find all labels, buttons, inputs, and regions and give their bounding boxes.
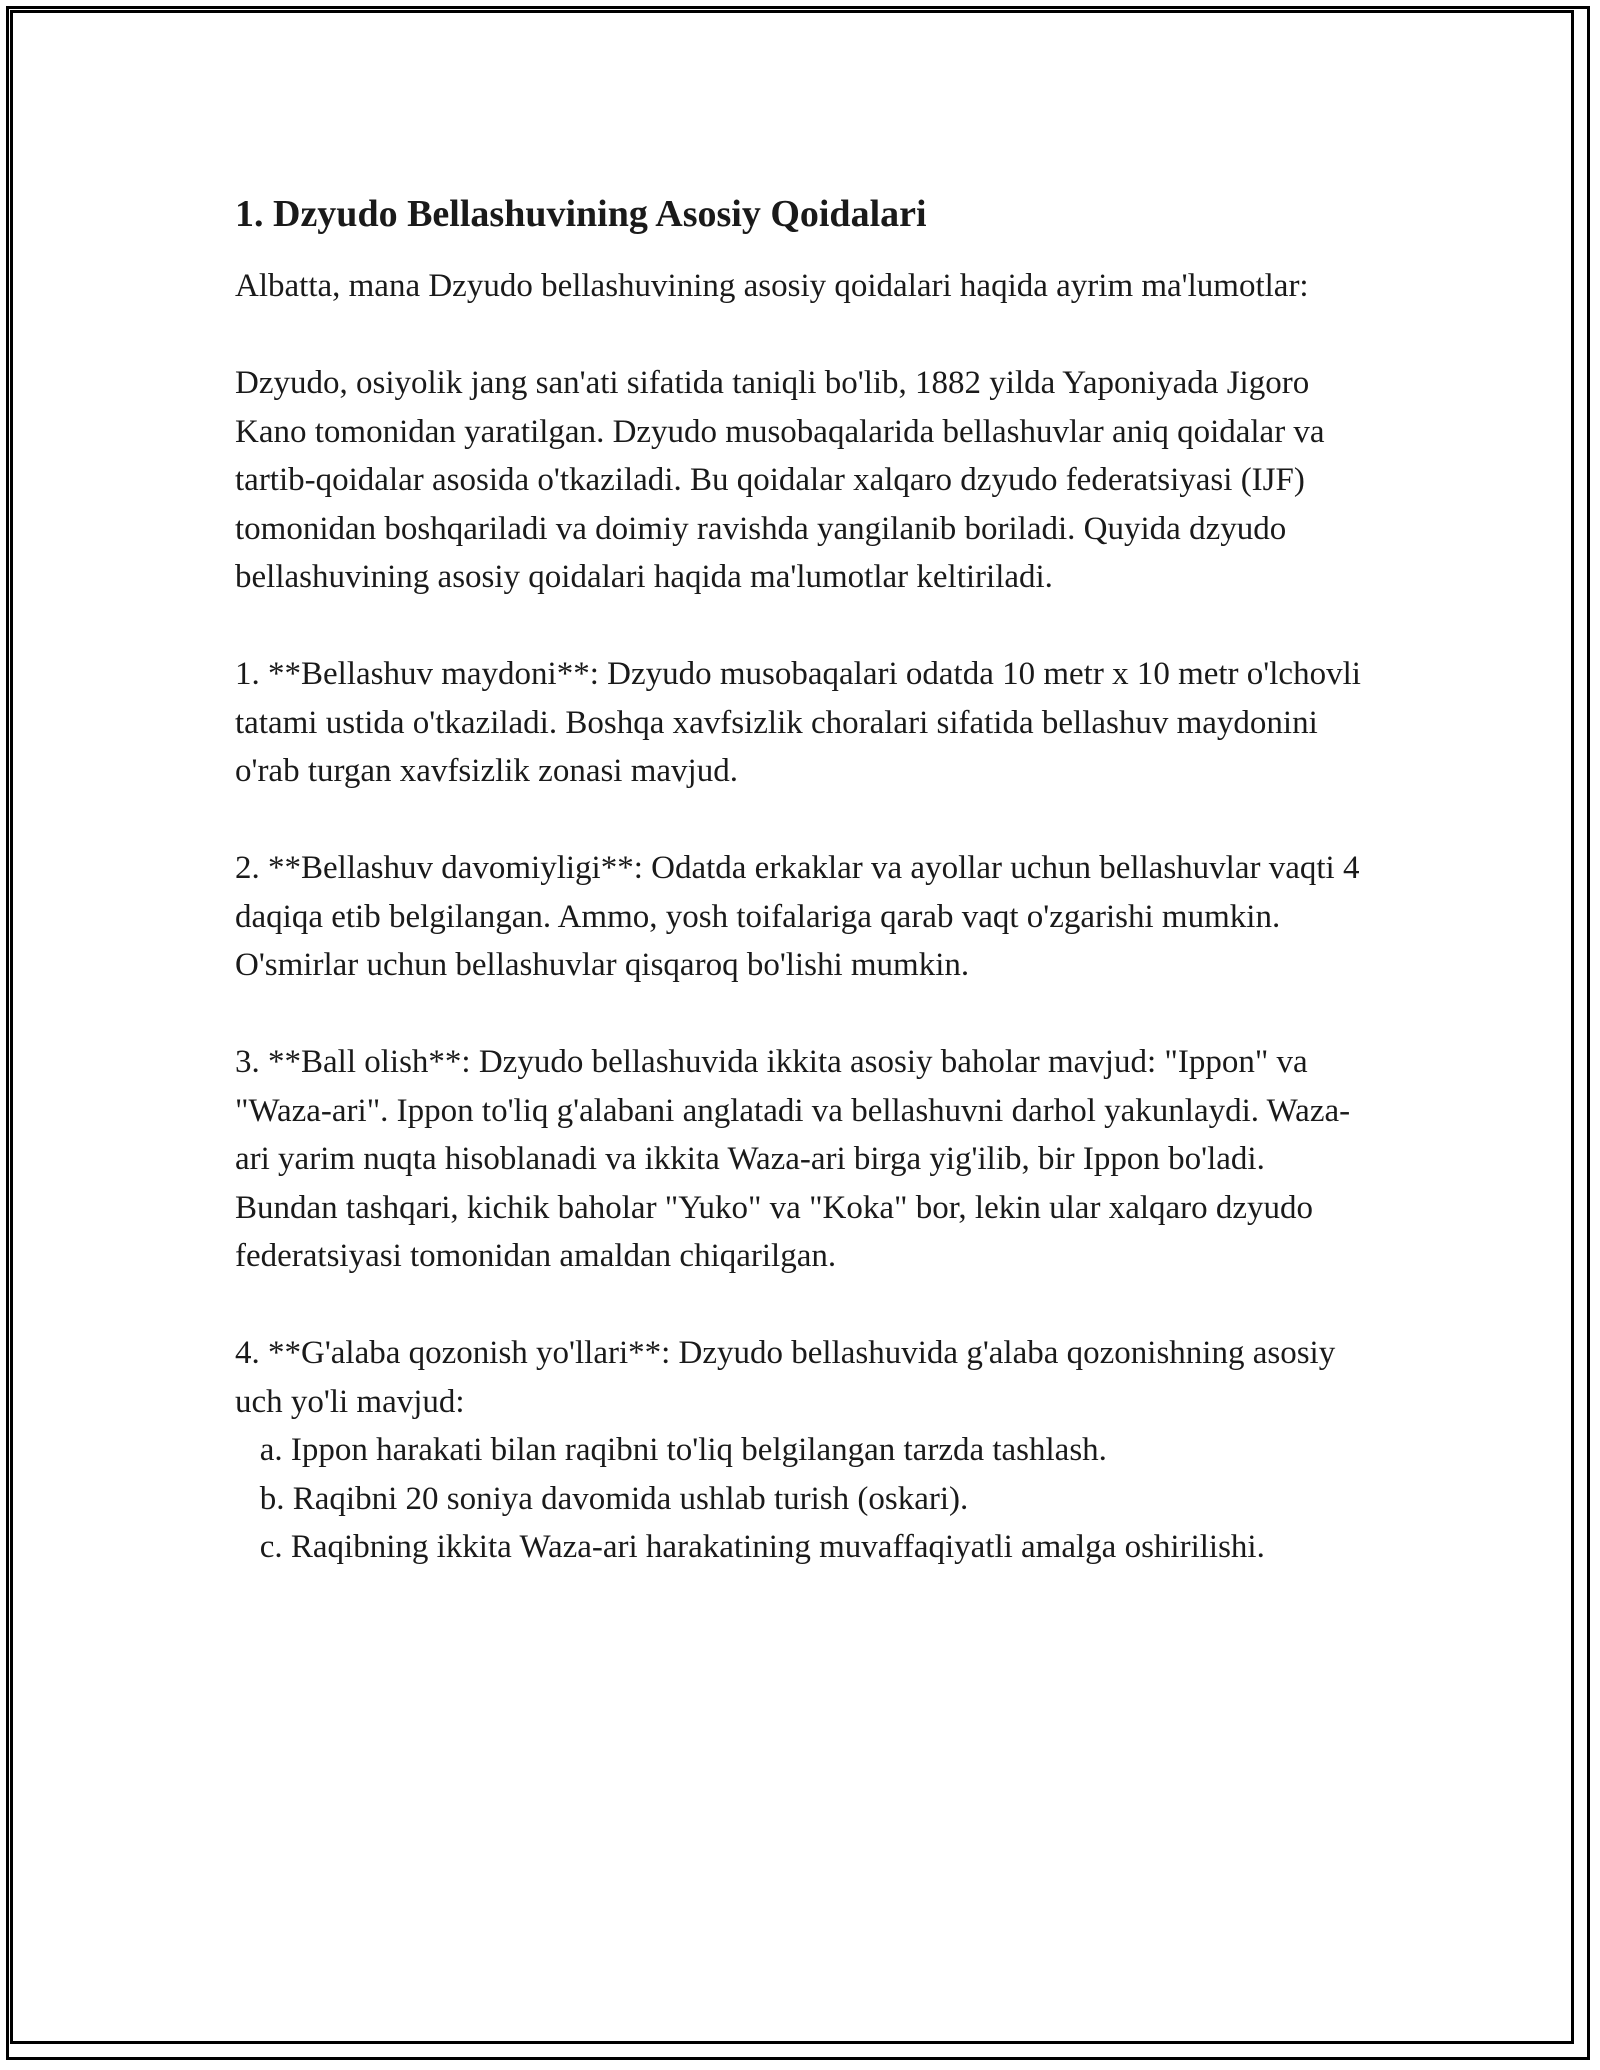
rule-4-intro: 4. **G'alaba qozonish yo'llari**: Dzyudo bellashuvida g'alaba qozonishning asosiy uch yo'li mavjud: (235, 1335, 1336, 1420)
rule-4-paragraph (235, 1329, 1375, 1572)
paragraph-gap (235, 602, 1375, 651)
document-body (235, 188, 1375, 1572)
paragraph-gap (235, 1281, 1375, 1330)
paragraph-gap (235, 990, 1375, 1039)
sub-item-b: b. Raqibni 20 soniya davomida ushlab turish (oskari). (259, 1480, 969, 1517)
sub-item-c: c. Raqibning ikkita Waza-ari harakatining muvaffaqiyatli amalga oshirilishi. (259, 1529, 1265, 1565)
rule-2-paragraph: 2. **Bellashuv davomiyligi**: Odatda erkaklar va ayollar uchun bellashuvlar vaqti 4 daqiqa etib belgilangan. Ammo, yosh toifalariga qarab vaqt o'zgarishi mumkin. O'smirlar uchun bellashuvlar qisqaroq bo'lishi mumkin. (235, 850, 1360, 983)
rule-1-paragraph: 1. **Bellashuv maydoni**: Dzyudo musobaqalari odatda 10 metr x 10 metr o'lchovli tatami ustida o'tkaziladi. Boshqa xavfsizlik choralari sifatida bellashuv maydonini o'rab turgan xavfsizlik zonasi mavjud. (235, 656, 1361, 789)
intro-paragraph: Albatta, mana Dzyudo bellashuvining asosiy qoidalari haqida ayrim ma'lumotlar: (235, 268, 1309, 304)
paragraph-gap (235, 311, 1375, 360)
paragraph-gap (235, 796, 1375, 845)
rule-3-paragraph: 3. **Ball olish**: Dzyudo bellashuvida ikkita asosiy baholar mavjud: "Ippon" va "Waza-ari". Ippon to'liq g'alabani anglatadi va bellashuvni darhol yakunlaydi. Waza-ari yarim nuqta hisoblanadi va ikkita Waza-ari birga yig'ilib, bir Ippon bo'ladi. Bundan tashqari, kichik baholar "Yuko" va "Koka" bor, lekin ular xalqaro dzyudo federatsiyasi tomonidan amaldan chiqarilgan. (235, 1044, 1351, 1274)
sub-item-a: a. Ippon harakati bilan raqibni to'liq belgilangan tarzda tashlash. (259, 1432, 1107, 1468)
history-paragraph: Dzyudo, osiyolik jang san'ati sifatida taniqli bo'lib, 1882 yilda Yaponiyada Jigoro Kano tomonidan yaratilgan. Dzyudo musobaqalarida bellashuvlar aniq qoidalar va tartib-qoidalar asosida o'tkaziladi. Bu qoidalar xalqaro dzyudo federatsiyasi (IJF) tomonidan boshqariladi va doimiy ravishda yangilanib boriladi. Quyida dzyudo bellashuvining asosiy qoidalari haqida ma'lumotlar keltiriladi. (235, 365, 1325, 595)
document-heading: 1. Dzyudo Bellashuvining Asosiy Qoidalari (235, 193, 927, 235)
